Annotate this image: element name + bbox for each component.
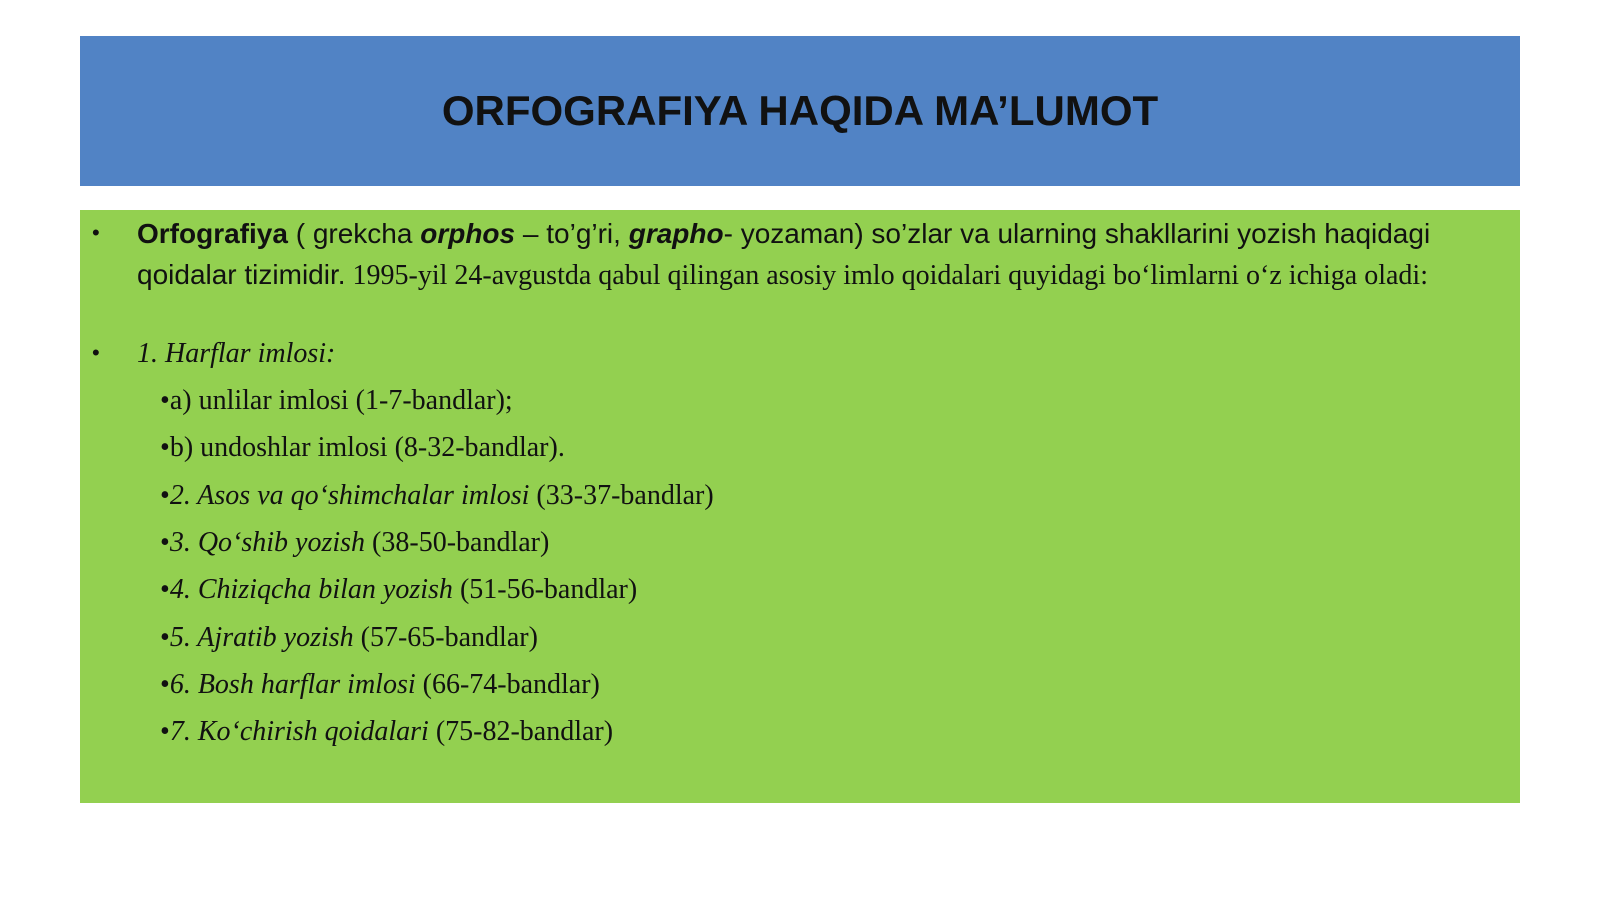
sub-item [160,381,513,421]
sub-item [160,665,600,705]
slide-title: ORFOGRAFIYA HAQIDA MA’LUMOT [441,87,1159,134]
harflar-imlosi-heading: 1. Harflar imlosi: [137,338,336,369]
sub-item-text: (75-82-bandlar) [428,716,614,748]
definition-part-rules: 1995-yil 24-avgustda qabul qilingan asosiy imlo qoidalari quyidagi bo‘limlarni o‘z ichiga oladi: [345,260,1428,291]
definition-text [137,214,1487,296]
definition-term: Orfografiya [137,218,288,249]
sub-item-text: b) undoshlar imlosi (8-32-bandlar). [169,432,565,464]
sub-item-bullet: • [160,432,170,464]
sub-item-text: (57-65-bandlar) [353,621,538,653]
sub-item [160,570,637,610]
sub-item [160,523,549,563]
sub-item-text: (38-50-bandlar) [365,526,550,558]
sub-item [160,476,714,516]
sub-item-text: (33-37-bandlar) [529,479,714,511]
sub-item-bullet: • [160,385,170,416]
content-panel [80,210,1520,803]
sub-item [160,618,538,658]
sub-item-bullet: • [160,668,170,700]
definition-part: – to’g’ri, [515,218,629,249]
bullet-marker: • [92,340,100,365]
sub-item-text: (51-56-bandlar) [452,574,638,606]
sub-item-title: 4. Chiziqcha bilan yozish [169,574,453,606]
sub-item-bullet: • [160,574,170,606]
sub-item-bullet: • [160,479,170,511]
title-banner [80,36,1520,186]
sub-item [160,712,613,752]
bullet-marker: • [92,220,100,245]
sub-item-text: a) unlilar imlosi (1-7-bandlar); [169,385,513,416]
sub-item-bullet: • [160,621,170,653]
sub-item-title: 5. Ajratib yozish [169,621,354,653]
sub-item-bullet: • [160,716,170,748]
sub-item [160,428,565,468]
sub-item-title: 2. Asos va qo‘shimchalar imlosi [169,479,530,511]
definition-part: ( grekcha [287,218,421,249]
sub-item-bullet: • [160,526,170,558]
sub-item-title: 6. Bosh harflar imlosi [169,668,416,700]
sub-item-title: 7. Ko‘chirish qoidalari [169,716,429,748]
definition-part: - yozaman) so’zlar va ularning shakllarini yozish haqidagi qoidalar tizimidir. [137,218,1431,290]
greek-word-grapho: grapho [628,218,724,249]
sub-item-text: (66-74-bandlar) [415,668,600,700]
sub-item-title: 3. Qo‘shib yozish [169,526,366,558]
greek-word-orphos: orphos [420,218,516,249]
